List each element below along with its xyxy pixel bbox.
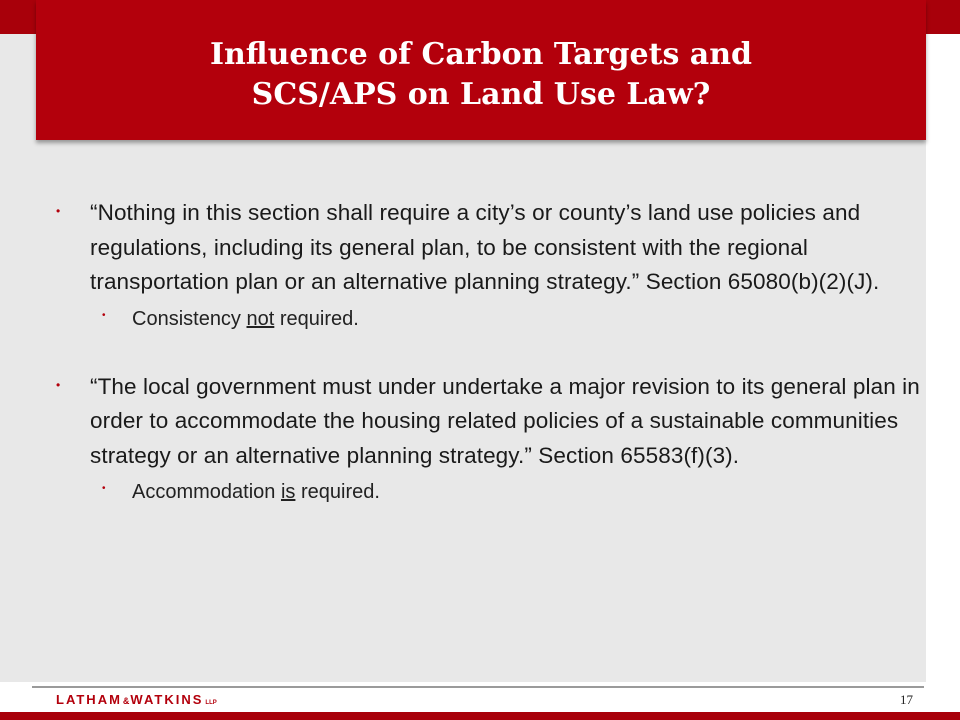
sub-bullet-dot-icon: • (102, 483, 106, 494)
logo-text-llp: LLP (205, 700, 217, 706)
sub-text-before: Accommodation (132, 481, 281, 503)
title-banner (36, 0, 926, 140)
bullet-dot-icon: • (56, 377, 61, 392)
sub-text-before: Consistency (132, 307, 247, 330)
bullet-item (52, 370, 922, 474)
slide-title-line-1: Influence of Carbon Targets and (209, 37, 753, 72)
sub-text-after: required. (274, 307, 359, 330)
logo-text-watkins: WATKINS (130, 692, 204, 707)
bottom-red-band (0, 712, 960, 720)
slide-body (52, 196, 922, 507)
footer-divider (32, 686, 924, 688)
bullet-text: “The local government must under undertake a major revision to its general plan in order to accommodate the housing related policies of a sustainable communities strategy or an alternative planning strategy.” Section 65583(f)(3). (90, 373, 920, 468)
sub-bullet-dot-icon: • (102, 309, 106, 321)
sub-text-underlined: not (246, 307, 275, 330)
sub-text-after: required. (295, 481, 380, 503)
bullet-text: “Nothing in this section shall require a city’s or county’s land use policies and regulations, including its general plan, to be consistent with the regional transportation plan or an alternative planning strategy.” Section 65080(b)(2)(J). (90, 200, 880, 294)
sub-bullet-text (132, 481, 380, 503)
slide-title-line-2: SCS/APS on Land Use Law? (251, 77, 711, 112)
sub-bullet-text (132, 308, 359, 330)
sub-text-underlined: is (280, 481, 296, 503)
sub-bullet-item (52, 304, 922, 334)
sub-bullet-item (52, 477, 922, 507)
page-number: 17 (900, 692, 913, 707)
bullet-item (52, 196, 922, 300)
logo-text-latham: LATHAM (56, 692, 122, 707)
logo-ampersand: & (122, 696, 130, 706)
bullet-dot-icon: • (56, 204, 61, 218)
latham-watkins-logo (56, 692, 217, 710)
